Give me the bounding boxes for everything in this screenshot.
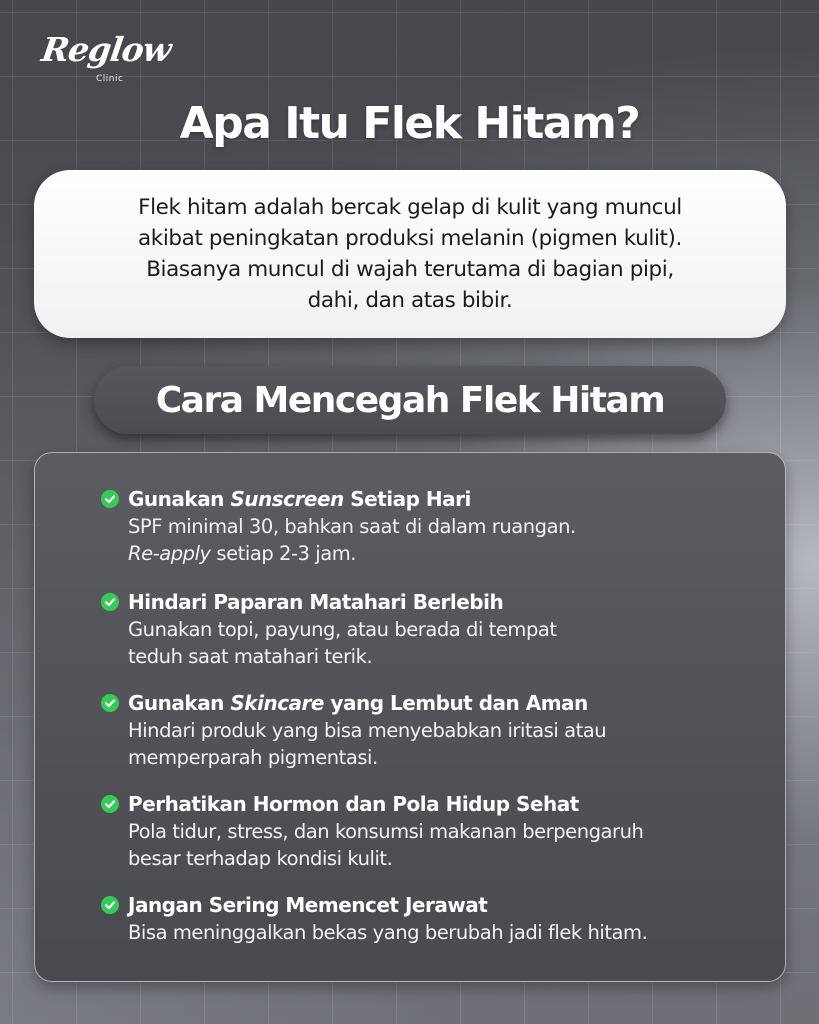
tip-heading-text: Gunakan [128,487,231,511]
definition-line: dahi, dan atas bibir. [307,288,513,313]
tip-line [128,540,761,567]
tip-description [101,818,761,872]
tip-heading [101,891,761,919]
tip-description [101,919,761,946]
tip-heading-emphasis: Skincare [230,691,324,715]
brand-subtitle: Clinic [96,74,124,84]
page-title: Apa Itu Flek Hitam? [179,98,640,149]
tip-heading [101,790,761,818]
tip-heading [101,689,761,717]
check-circle-icon [101,593,119,611]
tip-heading [101,588,761,616]
tip-heading-emphasis: Sunscreen [230,487,344,511]
tip-item [101,689,761,771]
tip-heading-text: Perhatikan Hormon dan Pola Hidup Sehat [128,792,579,816]
tip-line: SPF minimal 30, bahkan saat di dalam ruangan. [128,515,576,538]
brand-logo [39,30,174,90]
section-title: Cara Mencegah Flek Hitam [155,379,665,421]
tip-item [101,891,761,946]
tip-line: Hindari produk yang bisa menyebabkan iritasi atau [128,719,607,742]
tip-description [101,513,761,567]
definition-line: akibat peningkatan produksi melanin (pigmen kulit). [138,226,682,251]
check-circle-icon [101,795,119,813]
tips-card [34,452,786,982]
tip-line: Gunakan topi, payung, atau berada di tempat [128,618,557,641]
check-circle-icon [101,490,119,508]
definition-line: Flek hitam adalah bercak gelap di kulit yang muncul [138,195,682,220]
tip-line: Pola tidur, stress, dan konsumsi makanan berpengaruh [128,820,644,843]
tip-description [101,616,761,670]
definition-text [138,192,682,316]
check-circle-icon [101,896,119,914]
tip-line-text: setiap 2-3 jam. [210,542,357,565]
tip-line-emphasis: Re-apply [128,542,211,565]
brand-wordmark: Reglow [39,30,174,69]
tip-heading-text: Hindari Paparan Matahari Berlebih [128,590,504,614]
tip-description [101,717,761,771]
section-heading-pill [94,366,726,434]
tip-heading-text: Setiap Hari [343,487,471,511]
tip-line: teduh saat matahari terik. [128,645,373,668]
tip-heading-text: yang Lembut dan Aman [323,691,588,715]
definition-card [34,170,786,338]
tip-item [101,790,761,872]
tip-line: besar terhadap kondisi kulit. [128,847,393,870]
tip-item [101,485,761,567]
check-circle-icon [101,694,119,712]
tip-heading-text: Gunakan [128,691,231,715]
tip-line: memperparah pigmentasi. [128,746,378,769]
tip-heading [101,485,761,513]
tip-line: Bisa meninggalkan bekas yang berubah jadi flek hitam. [128,921,648,944]
tip-item [101,588,761,670]
definition-line: Biasanya muncul di wajah terutama di bagian pipi, [146,257,674,282]
tip-heading-text: Jangan Sering Memencet Jerawat [128,893,488,917]
